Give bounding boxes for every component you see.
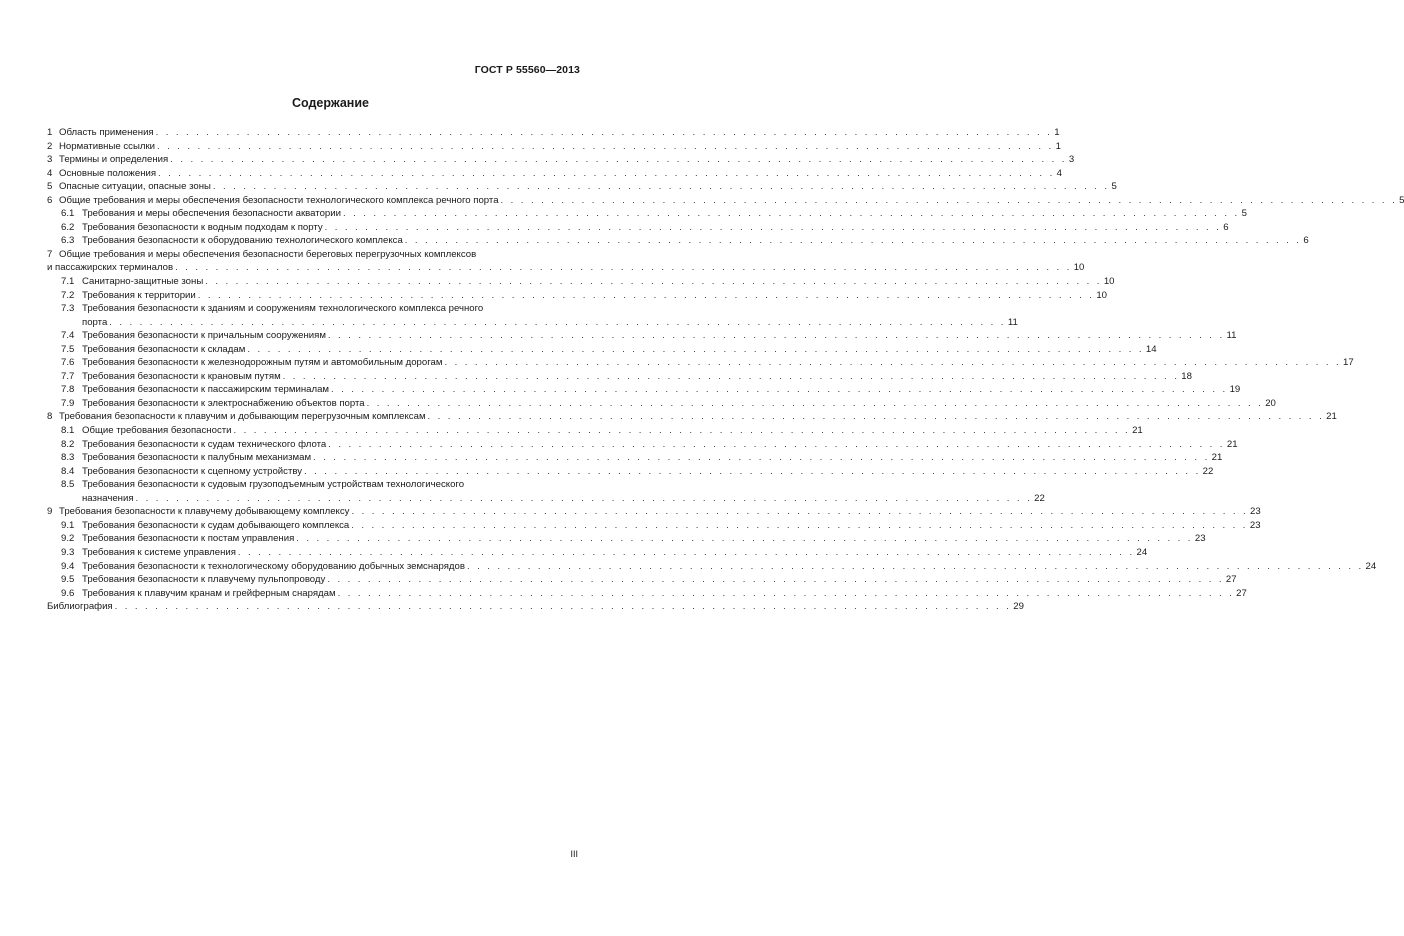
dot-leader <box>175 261 1072 275</box>
toc-entry-page: 1 <box>1055 140 1061 152</box>
toc-entry-title: Общие требования безопасности <box>82 425 232 437</box>
toc-entry-title: Требования безопасности к железнодорожным путям и автомобильным дорогам <box>82 357 443 369</box>
toc-entry-number: 7.3 <box>61 303 75 315</box>
dot-leader <box>444 356 1341 370</box>
toc-entry[interactable] <box>47 560 1377 574</box>
toc-entry[interactable] <box>47 180 1117 194</box>
dot-leader <box>213 180 1110 194</box>
toc-entry-number: 7.5 <box>61 343 75 355</box>
toc-entry-number: 1 <box>47 127 53 138</box>
toc-entry[interactable] <box>47 573 1237 587</box>
toc-entry[interactable] <box>47 329 1237 343</box>
dot-leader <box>501 194 1398 208</box>
toc-entry-page: 23 <box>1194 533 1206 545</box>
toc-entry[interactable] <box>47 451 1223 465</box>
toc-entry-title: Требования безопасности к крановым путям <box>82 370 281 382</box>
toc-entry[interactable] <box>47 194 1404 208</box>
toc-entry-title: Требования безопасности к водным подходам к порту <box>82 221 323 233</box>
dot-leader <box>238 546 1135 560</box>
toc-entry-page: 5 <box>1399 194 1404 206</box>
toc-entry-title: Библиография <box>47 601 113 613</box>
toc-entry-title: Требования к плавучим кранам и грейферным снарядам <box>82 587 336 599</box>
toc-entry-page: 19 <box>1229 384 1241 396</box>
dot-leader <box>156 126 1053 140</box>
toc-entry[interactable] <box>47 167 1062 181</box>
toc-entry-title: Термины и определения <box>59 154 169 166</box>
table-of-contents <box>47 126 1404 614</box>
toc-entry[interactable] <box>47 505 1261 519</box>
toc-entry-title: Требования безопасности к причальным сооружениям <box>82 330 326 342</box>
toc-entry-number: 7 <box>47 248 53 260</box>
toc-entry[interactable] <box>47 221 1229 235</box>
toc-entry[interactable] <box>47 492 1045 506</box>
dot-leader <box>467 560 1364 574</box>
toc-entry[interactable] <box>47 532 1206 546</box>
toc-entry-page: 6 <box>1223 221 1229 233</box>
toc-entry[interactable] <box>47 356 1354 370</box>
dot-leader <box>331 383 1228 397</box>
toc-entry-number: 7.8 <box>61 384 75 396</box>
toc-entry-page: 23 <box>1250 506 1261 518</box>
document-code: ГОСТ Р 55560—2013 <box>474 64 580 76</box>
toc-entry-number: 9.1 <box>61 519 75 531</box>
toc-entry-number: 8.4 <box>61 465 75 477</box>
toc-entry-title: Требования безопасности к палубным механизмам <box>82 452 312 464</box>
toc-entry-number: 9 <box>47 506 53 518</box>
dot-leader <box>327 573 1224 587</box>
toc-entry-title: Требования безопасности к электроснабжению объектов порта <box>82 397 365 409</box>
dot-leader <box>234 424 1131 438</box>
toc-entry[interactable] <box>47 546 1148 560</box>
toc-entry[interactable] <box>47 519 1261 533</box>
toc-entry-number: 9.4 <box>61 560 75 572</box>
toc-entry[interactable] <box>47 465 1214 479</box>
toc-entry-title: Требования безопасности к пассажирским терминалам <box>82 384 329 396</box>
toc-entry[interactable] <box>47 302 582 316</box>
page-number: III <box>570 849 578 859</box>
toc-entry-page: 11 <box>1226 330 1237 342</box>
toc-entry[interactable] <box>47 438 1238 452</box>
toc-entry-title: Требования безопасности к технологическому оборудованию добычных земснарядов <box>82 560 465 572</box>
toc-entry-title: Требования безопасности к зданиям и сооружениям технологического комплекса речного <box>82 303 484 315</box>
toc-entry[interactable] <box>47 140 1061 154</box>
toc-entry-page: 10 <box>1103 276 1115 288</box>
toc-entry-page: 21 <box>1326 411 1337 423</box>
toc-title: Содержание <box>291 96 369 110</box>
toc-entry-number: 7.7 <box>61 370 75 382</box>
toc-entry[interactable] <box>47 153 1075 167</box>
toc-entry-number: 5 <box>47 181 53 193</box>
toc-entry-title: Требования к системе управления <box>82 546 236 558</box>
toc-entry-number: 9.5 <box>61 574 75 586</box>
dot-leader <box>405 234 1302 248</box>
toc-entry-page: 27 <box>1236 587 1247 599</box>
toc-entry-number: 8.3 <box>61 452 75 464</box>
dot-leader <box>328 438 1225 452</box>
toc-entry-page: 10 <box>1073 262 1085 274</box>
toc-entry-number: 6.3 <box>61 235 75 247</box>
toc-entry-page: 4 <box>1056 167 1062 179</box>
toc-entry-number: 9.3 <box>61 546 75 558</box>
toc-entry[interactable] <box>47 587 1247 601</box>
toc-entry-number: 7.1 <box>61 276 75 288</box>
toc-entry-number: 9.6 <box>61 587 75 599</box>
toc-entry[interactable] <box>47 207 1247 221</box>
toc-entry-page: 17 <box>1343 357 1354 369</box>
toc-entry-title: Требования безопасности к судовым грузоподъемным устройствам технологического <box>82 479 465 491</box>
toc-entry-page: 23 <box>1249 519 1261 531</box>
toc-entry-title: назначения <box>82 492 134 504</box>
toc-entry-number: 7.9 <box>61 397 75 409</box>
toc-entry-title: Требования безопасности к судам добывающего комплекса <box>82 519 350 531</box>
dot-leader <box>136 492 1033 506</box>
toc-entry-number: 7.4 <box>61 330 75 342</box>
toc-entry-page: 27 <box>1225 574 1237 586</box>
toc-entry-page: 22 <box>1202 465 1214 477</box>
toc-entry-title: Требования безопасности к складам <box>82 343 246 355</box>
dot-leader <box>283 370 1180 384</box>
toc-entry-page: 20 <box>1265 397 1276 409</box>
dot-leader <box>351 519 1248 533</box>
toc-entry-page: 18 <box>1181 370 1192 382</box>
toc-entry-number: 8 <box>47 411 53 423</box>
toc-entry[interactable] <box>47 478 582 492</box>
toc-entry[interactable] <box>47 410 1337 424</box>
toc-entry-page: 29 <box>1013 601 1024 613</box>
toc-entry[interactable] <box>47 261 1085 275</box>
toc-entry-title: Основные положения <box>59 167 157 179</box>
toc-entry-title: и пассажирских терминалов <box>47 262 174 274</box>
dot-leader <box>109 316 1006 330</box>
toc-entry-page: 10 <box>1096 289 1108 301</box>
toc-entry[interactable] <box>47 397 1276 411</box>
toc-entry-page: 5 <box>1111 181 1117 193</box>
dot-leader <box>313 451 1210 465</box>
toc-entry-title: Требования безопасности к плавучему пульпопроводу <box>82 574 326 586</box>
toc-entry-title: Требования безопасности к плавучим и добывающим перегрузочным комплексам <box>59 411 426 423</box>
toc-entry-title: Требования безопасности к судам технического флота <box>82 438 327 450</box>
dot-leader <box>158 167 1055 181</box>
dot-leader <box>338 587 1235 601</box>
toc-entry[interactable] <box>47 370 1192 384</box>
toc-entry-number: 8.2 <box>61 438 75 450</box>
dot-leader <box>325 221 1222 235</box>
toc-entry-page: 14 <box>1145 343 1157 355</box>
dot-leader <box>115 600 1012 614</box>
toc-entry-page: 3 <box>1068 154 1075 166</box>
dot-leader <box>328 329 1225 343</box>
toc-entry-number: 3 <box>47 154 53 166</box>
toc-entry[interactable] <box>47 126 1060 140</box>
dot-leader <box>296 532 1193 546</box>
toc-entry[interactable] <box>47 234 1309 248</box>
dot-leader <box>247 343 1144 357</box>
toc-entry-title: Санитарно-защитные зоны <box>82 276 204 288</box>
dot-leader <box>205 275 1102 289</box>
toc-entry-title: Требования безопасности к оборудованию технологического комплекса <box>82 235 403 247</box>
toc-entry-title: Общие требования и меры обеспечения безопасности береговых перегрузочных комплексов <box>59 248 477 260</box>
dot-leader <box>428 410 1325 424</box>
toc-entry-title: Требования безопасности к постам управления <box>82 533 295 545</box>
toc-entry-title: Нормативные ссылки <box>59 140 156 152</box>
toc-entry-page: 24 <box>1365 560 1377 572</box>
toc-entry-number: 2 <box>47 140 53 152</box>
toc-entry-title: Требования к территории <box>82 289 196 301</box>
toc-entry-number: 6 <box>47 194 53 206</box>
toc-entry[interactable] <box>47 275 1115 289</box>
dot-leader <box>157 140 1054 154</box>
toc-entry[interactable] <box>47 316 1018 330</box>
toc-entry-number: 8.5 <box>61 479 75 491</box>
toc-entry-title: Область применения <box>59 127 154 138</box>
toc-entry-number: 8.1 <box>61 425 75 437</box>
toc-entry-number: 4 <box>47 167 53 179</box>
toc-entry-number: 6.1 <box>61 208 75 220</box>
toc-entry-title: Требования и меры обеспечения безопасности акватории <box>82 208 341 220</box>
dot-leader <box>304 465 1201 479</box>
toc-entry-page: 1 <box>1054 127 1060 138</box>
toc-entry-title: Требования безопасности к сцепному устройству <box>82 465 303 477</box>
dot-leader <box>198 289 1095 303</box>
toc-entry[interactable] <box>47 343 1157 357</box>
toc-entry[interactable] <box>47 383 1241 397</box>
toc-entry-title: Общие требования и меры обеспечения безопасности технологического комплекса речного порта <box>59 194 499 206</box>
toc-entry-title: порта <box>82 316 108 328</box>
toc-entry-number: 6.2 <box>61 221 75 233</box>
dot-leader <box>367 397 1264 411</box>
toc-entry-page: 5 <box>1241 208 1247 220</box>
dot-leader <box>170 153 1067 167</box>
toc-entry-page: 21 <box>1132 425 1143 437</box>
toc-entry[interactable] <box>47 289 1108 303</box>
toc-entry-title: Требования безопасности к плавучему добывающему комплексу <box>59 506 350 518</box>
toc-entry-number: 7.2 <box>61 289 75 301</box>
toc-entry-number: 7.6 <box>61 357 75 369</box>
toc-entry[interactable] <box>47 424 1143 438</box>
toc-entry-page: 24 <box>1136 546 1148 558</box>
toc-entry[interactable] <box>47 600 1024 614</box>
toc-entry-page: 21 <box>1211 452 1223 464</box>
toc-entry-page: 21 <box>1226 438 1238 450</box>
toc-entry[interactable] <box>47 248 582 262</box>
dot-leader <box>343 207 1240 221</box>
toc-entry-title: Опасные ситуации, опасные зоны <box>59 181 211 193</box>
toc-entry-number: 9.2 <box>61 533 75 545</box>
toc-entry-page: 6 <box>1303 235 1309 247</box>
toc-entry-page: 11 <box>1007 316 1018 328</box>
toc-entry-page: 22 <box>1034 492 1045 504</box>
dot-leader <box>351 505 1248 519</box>
